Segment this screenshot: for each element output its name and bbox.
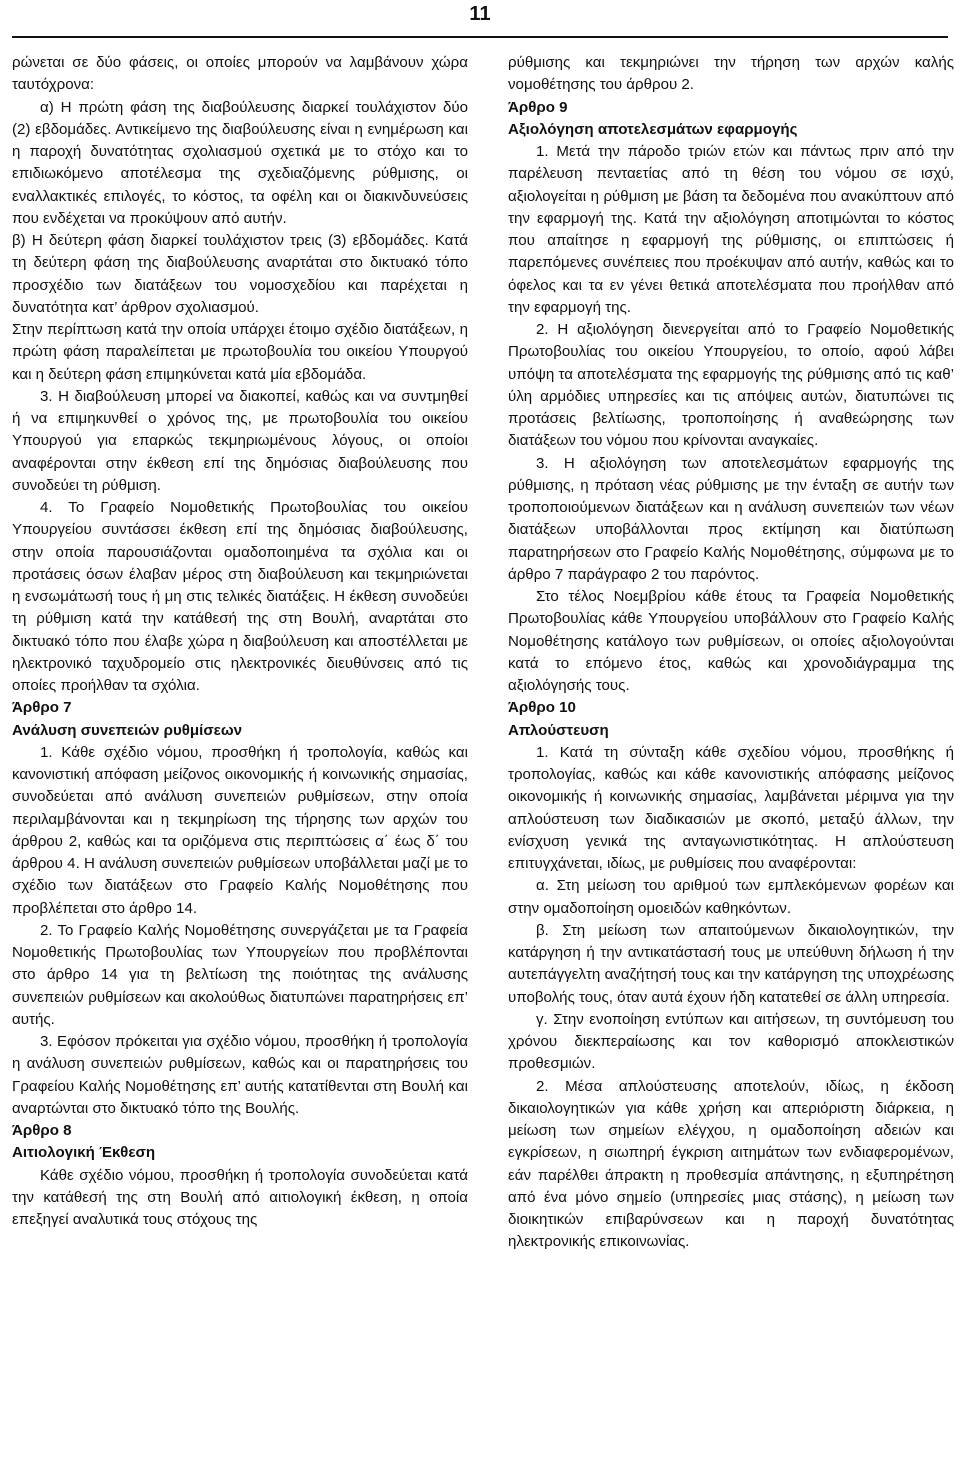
article-title: Αξιολόγηση αποτελεσμάτων εφαρμογής [508, 120, 798, 138]
header-rule [12, 36, 948, 38]
paragraph: β. Στη μείωση των απαιτούμενων δικαιολογητικών, την κατάργηση ή την αντικατάστασή τους με υπεύθυνη δήλωση ή την αυτεπάγγελτη αναζήτησή τους και την κατάργηση της υποχρέωσης υποβολής τους, όταν αυτά έχουν ήδη κατατεθεί σε άλλη υπηρεσία. [508, 921, 954, 1006]
paragraph: α. Στη μείωση του αριθμού των εμπλεκόμενων φορέων και στην ομαδοποίηση ομοειδών καθηκόντων. [508, 877, 954, 917]
paragraph: ρύθμισης και τεκμηριώνει την τήρηση των αρχών καλής νομοθέτησης του άρθρου 2. [508, 54, 954, 94]
paragraph: 2. Μέσα απλούστευσης αποτελούν, ιδίως, η έκδοση δικαιολογητικών για κάθε χρήση και απεριόριστη διάρκεια, η μείωση των σημείων ελέγχου, η ομαδοποίηση αδειών και εγκρίσεων, η σιωπηρή έγκριση αιτημάτων των ενδιαφερομένων, εάν παρέλθει άπρακτη η προθεσμία απάντησης, η εξυπηρέτηση από ένα μόνο σημείο (υπηρεσίες μιας στάσης), η μείωση των διοικητικών επιβαρύνσεων και η παροχή δυνατότητας ηλεκτρονικής επικοινωνίας. [508, 1077, 954, 1251]
article-heading: Άρθρο 7 [12, 699, 72, 717]
paragraph: γ. Στην ενοποίηση εντύπων και αιτήσεων, τη συντόμευση του χρόνου διεκπεραίωσης και τον καθορισμό αποκλειστικών προθεσμιών. [508, 1010, 954, 1073]
article-heading: Άρθρο 10 [508, 699, 576, 717]
paragraph: 3. Εφόσον πρόκειται για σχέδιο νόμου, προσθήκη ή τροπολογία η ανάλυση συνεπειών ρυθμίσεων, καθώς και οι παρατηρήσεις του Γραφείου Καλής Νομοθέτησης επ’ αυτής κατατίθενται στη Βουλή και αναρτώνται στο δικτυακό τόπο της Βουλής. [12, 1033, 468, 1117]
paragraph: ρώνεται σε δύο φάσεις, οι οποίες μπορούν να λαμβάνουν χώρα ταυτόχρονα: [12, 54, 468, 94]
paragraph: β) Η δεύτερη φάση διαρκεί τουλάχιστον τρεις (3) εβδομάδες. Κατά τη δεύτερη φάση της διαβούλευσης αναρτάται στο δικτυακό τόπο προσχέδιο των διατάξεων του νομοσχεδίου και παρέχεται η δυνατότητα κατ’ άρθρον σχολιασμού. [12, 232, 468, 316]
paragraph: α) Η πρώτη φάση της διαβούλευσης διαρκεί τουλάχιστον δύο (2) εβδομάδες. Αντικείμενο της διαβούλευσης είναι η ενημέρωση και η παροχή δυνατότητας σχολιασμού σχετικά με το στόχο και το επιδιωκόμενο αποτέλεσμα της σχεδιαζόμενης ρύθμισης, οι εναλλακτικές επιλογές, το κόστος, τα οφέλη και οι διακινδυνεύσεις που ενδέχεται να προκύψουν από αυτήν. [12, 98, 468, 227]
paragraph: 4. Το Γραφείο Νομοθετικής Πρωτοβουλίας του οικείου Υπουργείου συντάσσει έκθεση επί της δημόσιας διαβούλευσης, στην οποία παρουσιάζονται ομαδοποιημένα τα σχόλια και οι προτάσεις όσων έλαβαν μέρος στη διαβούλευση και τεκμηριώνεται η ενσωμάτωσή τους ή μη στις τελικές διατάξεις. Η έκθεση συνοδεύει τη ρύθμιση κατά την κατάθεσή της στη Βουλή, αναρτάται στο δικτυακό τόπο που έλαβε χώρα η διαβούλευση και αποστέλλεται με ηλεκτρονικό ταχυδρομείο στις ηλεκτρονικές διευθύνσεις από τις οποίες προήλθαν τα σχόλια. [12, 499, 468, 694]
paragraph: Στο τέλος Νοεμβρίου κάθε έτους τα Γραφεία Νομοθετικής Πρωτοβουλίας κάθε Υπουργείου υποβάλλουν στο Γραφείο Καλής Νομοθέτησης κατάλογο των ρυθμίσεων, οι οποίες αξιολογούνται κατά το επόμενο έτος, καθώς και χρονοδιάγραμμα της αξιολόγησής τους. [508, 588, 954, 694]
paragraph: 1. Κατά τη σύνταξη κάθε σχεδίου νόμου, προσθήκης ή τροπολογίας, καθώς και κάθε κανονιστικής απόφασης μείζονος οικονομικής ή κοινωνικής σημασίας, λαμβάνεται μέριμνα για την απλούστευση των διαδικασιών με σκοπό, μεταξύ άλλων, την ενίσχυση γενικά της ανταγωνιστικότητας. Η απλούστευση επιτυγχάνεται, ιδίως, με ρυθμίσεις που αναφέρονται: [508, 743, 954, 872]
paragraph: Κάθε σχέδιο νόμου, προσθήκη ή τροπολογία συνοδεύεται κατά την κατάθεσή της στη Βουλή από αιτιολογική έκθεση, η οποία επεξηγεί αναλυτικά τους στόχους της [12, 1166, 468, 1228]
article-heading: Άρθρο 9 [508, 98, 568, 116]
paragraph: 3. Η διαβούλευση μπορεί να διακοπεί, καθώς και να συντμηθεί ή να επιμηκυνθεί ο χρόνος της, με πρωτοβουλία του οικείου Υπουργού για επαρκώς τεκμηριωμένους λόγους, οι οποίοι αναφέρονται στην έκθεση επί της δημόσιας διαβούλευσης που συνοδεύει τη ρύθμιση. [12, 387, 468, 494]
article-title: Αιτιολογική Έκθεση [12, 1144, 156, 1162]
paragraph: Στην περίπτωση κατά την οποία υπάρχει έτοιμο σχέδιο διατάξεων, η πρώτη φάση παραλείπεται με πρωτοβουλία του οικείου Υπουργού και η δεύτερη φάση επιμηκύνεται κατά μία εβδομάδα. [12, 321, 468, 383]
left-column [12, 52, 468, 1231]
paragraph: 3. Η αξιολόγηση των αποτελεσμάτων εφαρμογής της ρύθμισης, η πρόταση νέας ρύθμισης με την ένταξη σε αυτήν των τροποποιούμενων διατάξεων και η ανάλυση συνεπειών των νέων διατάξεων υποβάλλονται προς εκτίμηση και διατύπωση παρατηρήσεων στο Γραφείο Καλής Νομοθέτησης, σύμφωνα με το άρθρο 7 παράγραφο 2 του παρόντος. [508, 454, 954, 583]
article-title: Απλούστευση [508, 721, 609, 739]
article-title: Ανάλυση συνεπειών ρυθμίσεων [12, 721, 242, 739]
paragraph: 1. Κάθε σχέδιο νόμου, προσθήκη ή τροπολογία, καθώς και κανονιστική απόφαση μείζονος οικονομικής ή κοινωνικής σημασίας, συνοδεύεται από ανάλυση συνεπειών ρυθμίσεων, στην οποία περιλαμβάνονται και η τεκμηρίωση της τήρησης των αρχών του άρθρου 2, καθώς και τα οριζόμενα στις περιπτώσεις α΄ έως δ΄ του άρθρου 4. Η ανάλυση συνεπειών ρυθμίσεων υποβάλλεται μαζί με το σχέδιο των διατάξεων στο Γραφείο Καλής Νομοθέτησης που προβλέπεται στο άρθρο 14. [12, 743, 468, 917]
paragraph: 2. Το Γραφείο Καλής Νομοθέτησης συνεργάζεται με τα Γραφεία Νομοθετικής Πρωτοβουλίας των Υπουργείων που προβλέπονται στο άρθρο 14 για τη βελτίωση της ποιότητας της ανάλυσης συνεπειών ρυθμίσεων και ακολούθως διατυπώνει παρατηρήσεις επ’ αυτής. [12, 921, 468, 1028]
paragraph: 2. Η αξιολόγηση διενεργείται από το Γραφείο Νομοθετικής Πρωτοβουλίας του οικείου Υπουργείου, το οποίο, αφού λάβει υπόψη τα αποτελέσματα της εφαρμογής της ρύθμισης από τις καθ’ ύλη αρμόδιες υπηρεσίες και τις απόψεις αυτών, διατυπώνει τις προτάσεις βελτίωσης, τροποποίησης ή αναθεώρησης των διατάξεων του νόμου που κρίνονται αναγκαίες. [508, 321, 954, 450]
paragraph: 1. Μετά την πάροδο τριών ετών και πάντως πριν από την παρέλευση πενταετίας από τη θέση του νόμου σε ισχύ, αξιολογείται η ρύθμιση με βάση τα δεδομένα που ανακύπτουν από την εφαρμογή της. Κατά την αξιολόγηση αποτιμώνται το κόστος που απαίτησε η εφαρμογή της ρύθμισης, οι επιπτώσεις ή παρεπόμενες συνέπειες που προέκυψαν από αυτήν, καθώς και το όφελος και τα εν γένει θετικά αποτελέσματα που προήλθαν από την εφαρμογή της. [508, 143, 954, 316]
page-number: 11 [469, 3, 491, 25]
right-column [508, 52, 954, 1254]
article-heading: Άρθρο 8 [12, 1122, 72, 1139]
